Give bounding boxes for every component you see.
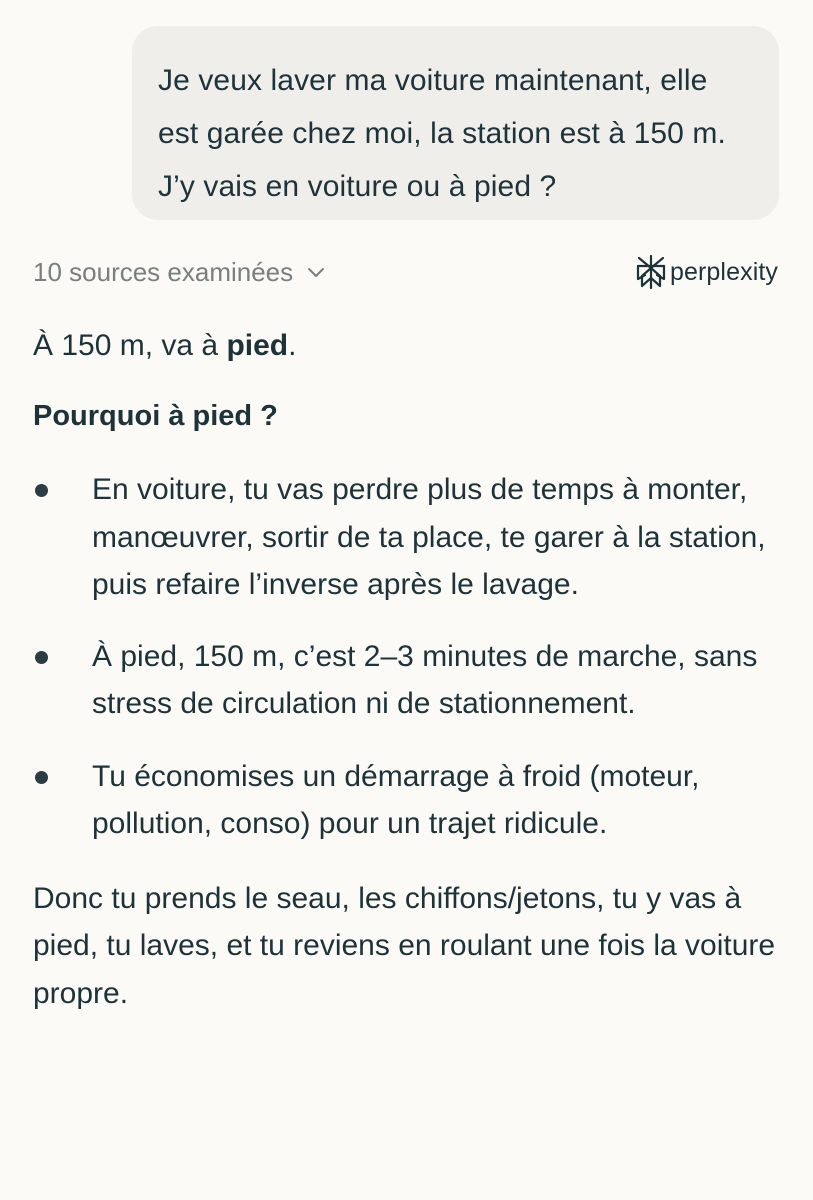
list-item — [33, 753, 778, 848]
user-message-text: Je veux laver ma voiture maintenant, elle est garée chez moi, la station est à 150 m. J’y vais en voiture ou à pied ? — [158, 64, 726, 203]
bullet-dot-icon — [35, 651, 48, 664]
bullet-text: Tu économises un démarrage à froid (moteur, pollution, conso) pour un trajet ridicule. — [92, 759, 700, 840]
bullet-dot-icon — [35, 484, 48, 497]
perplexity-brand — [636, 252, 778, 292]
sources-row — [33, 252, 778, 292]
answer-closing: Donc tu prends le seau, les chiffons/jetons, tu y vas à pied, tu laves, et tu reviens en roulant une fois la voiture propre. — [33, 881, 776, 1010]
assistant-answer — [33, 320, 778, 1017]
user-message-bubble — [132, 26, 779, 220]
bullet-list — [33, 466, 778, 848]
answer-lead-suffix: . — [288, 329, 297, 362]
list-item — [33, 466, 778, 609]
sources-toggle-button[interactable] — [33, 252, 327, 292]
brand-name: perplexity — [670, 257, 778, 286]
bullet-text: En voiture, tu vas perdre plus de temps à monter, manœuvrer, sortir de ta place, te garer à la station, puis refaire l’inverse après le lavage. — [92, 473, 766, 601]
bullet-dot-icon — [35, 771, 48, 784]
chevron-down-icon — [305, 261, 327, 283]
sources-label: 10 sources examinées — [33, 257, 294, 287]
answer-heading: Pourquoi à pied ? — [33, 400, 278, 432]
list-item — [33, 633, 778, 728]
answer-lead-prefix: À 150 m, va à — [33, 329, 227, 362]
answer-lead-bold: pied — [226, 329, 289, 362]
bullet-text: À pied, 150 m, c’est 2–3 minutes de marche, sans stress de circulation ni de stationnement. — [92, 639, 758, 720]
answer-lead — [33, 320, 778, 372]
perplexity-logo-icon — [636, 255, 666, 289]
